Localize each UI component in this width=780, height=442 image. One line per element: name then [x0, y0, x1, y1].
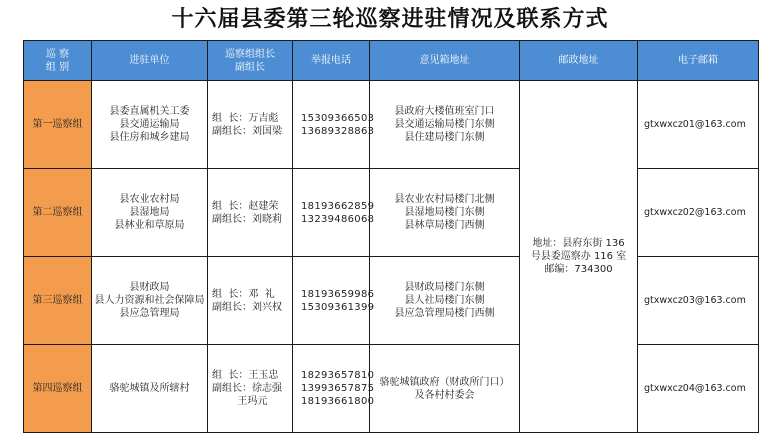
- email-cell[interactable]: gtxwxcz02@163.com: [638, 169, 759, 257]
- group-cell: 第二巡察组: [24, 169, 92, 257]
- mailbox-location: 县湿地局楼门东侧: [404, 207, 485, 218]
- phone-number: 13689328863: [301, 125, 375, 137]
- header-group-line: 巡 察: [45, 48, 70, 60]
- header-phone: 举报电话: [293, 41, 370, 81]
- mailbox-location: 县交通运输局楼门东侧: [394, 119, 495, 130]
- leaders-cell: [208, 257, 293, 345]
- units-cell: [92, 169, 208, 257]
- leaders-cell: [208, 345, 293, 433]
- mailbox-location: 县政府大楼值班室门口: [394, 106, 495, 117]
- unit-item: 县交通运输局: [119, 119, 180, 130]
- units-cell: [92, 345, 208, 433]
- email-cell[interactable]: gtxwxcz01@163.com: [638, 81, 759, 169]
- leader-item: 副组长：刘晓莉: [212, 213, 282, 225]
- group-cell: 第一巡察组: [24, 81, 92, 169]
- unit-item: 县农业农村局: [119, 194, 180, 205]
- page-title: 十六届县委第三轮巡察进驻情况及联系方式: [171, 6, 609, 32]
- mailbox-location: 县农业农村局楼门北侧: [394, 194, 495, 205]
- header-postal: 邮政地址: [520, 41, 638, 81]
- phone-number: 18193661800: [301, 396, 375, 407]
- mailbox-cell: [370, 169, 520, 257]
- phone-number: 18193662859: [301, 200, 375, 212]
- phone-cell: [293, 345, 375, 433]
- phone-number: 18193659986: [301, 288, 375, 300]
- phone-number: 13993657875: [301, 383, 375, 394]
- table-row: [24, 257, 759, 345]
- header-row: [24, 41, 759, 81]
- mailbox-cell: [370, 81, 520, 169]
- unit-item: 县财政局: [129, 282, 170, 293]
- mailbox-location: 县财政局楼门东侧: [404, 282, 485, 293]
- leader-item: 王玛元: [212, 396, 268, 407]
- unit-item: 骆驼城镇及所辖村: [109, 383, 190, 394]
- unit-item: 县应急管理局: [119, 308, 180, 319]
- mailbox-location: 县人社局楼门东侧: [404, 295, 485, 306]
- leader-item: 组 长：赵建荣: [212, 200, 279, 212]
- leader-item: 组 长：王玉忠: [212, 370, 279, 381]
- mailbox-cell: [370, 257, 520, 345]
- header-leaders: [208, 41, 293, 81]
- mailbox-location: 县应急管理局楼门西侧: [394, 308, 495, 319]
- mailbox-location: 骆驼城镇政府（财政所门口）: [379, 376, 510, 388]
- mailbox-location: 及各村村委会: [414, 389, 475, 401]
- phone-number: 15309361399: [301, 301, 375, 313]
- phone-number: 13239486068: [301, 213, 375, 225]
- header-leaders-line: 巡察组组长: [225, 48, 275, 60]
- header-leaders-line: 副组长: [235, 61, 265, 73]
- header-units: 进驻单位: [92, 41, 208, 81]
- postal-cell: [520, 81, 638, 433]
- leader-item: 组 长：万吉彪: [212, 112, 279, 124]
- mailbox-location: 县住建局楼门东侧: [404, 132, 485, 143]
- postal-line: 邮编：734300: [544, 264, 613, 275]
- unit-item: 县林业和草原局: [114, 220, 185, 231]
- group-cell: 第四巡察组: [24, 345, 92, 433]
- unit-item: 县湿地局: [129, 207, 170, 218]
- leaders-cell: [208, 81, 293, 169]
- unit-item: 县住房和城乡建局: [109, 132, 190, 143]
- email-cell[interactable]: gtxwxcz03@163.com: [638, 257, 759, 345]
- contact-table: [23, 40, 759, 433]
- header-group-line: 组 别: [45, 61, 70, 73]
- header-mailbox: 意见箱地址: [370, 41, 520, 81]
- header-email: 电子邮箱: [638, 41, 759, 81]
- phone-cell: [293, 257, 375, 345]
- group-cell: 第三巡察组: [24, 257, 92, 345]
- phone-number: 18293657810: [301, 370, 375, 381]
- leaders-cell: [208, 169, 293, 257]
- table-row: [24, 345, 759, 433]
- units-cell: [92, 81, 208, 169]
- header-group: [24, 41, 92, 81]
- email-cell[interactable]: gtxwxcz04@163.com: [638, 345, 759, 433]
- mailbox-cell: [370, 345, 520, 433]
- phone-cell: [293, 81, 375, 169]
- units-cell: [92, 257, 208, 345]
- leader-item: 副组长：刘国梁: [212, 125, 282, 137]
- unit-item: 县人力资源和社会保障局: [94, 295, 205, 306]
- phone-cell: [293, 169, 375, 257]
- mailbox-location: 县林草局楼门西侧: [404, 220, 485, 231]
- phone-number: 15309366503: [301, 112, 375, 124]
- postal-line: 地址：县府东街 136: [532, 238, 625, 249]
- unit-item: 县委直属机关工委: [109, 106, 190, 117]
- table-row: [24, 81, 759, 169]
- leader-item: 副组长：徐志强: [212, 383, 282, 394]
- leader-item: 组 长：邓 礼: [212, 288, 275, 300]
- table-row: [24, 169, 759, 257]
- leader-item: 副组长：刘兴权: [212, 301, 282, 313]
- postal-line: 号县委巡察办 116 室: [530, 251, 627, 262]
